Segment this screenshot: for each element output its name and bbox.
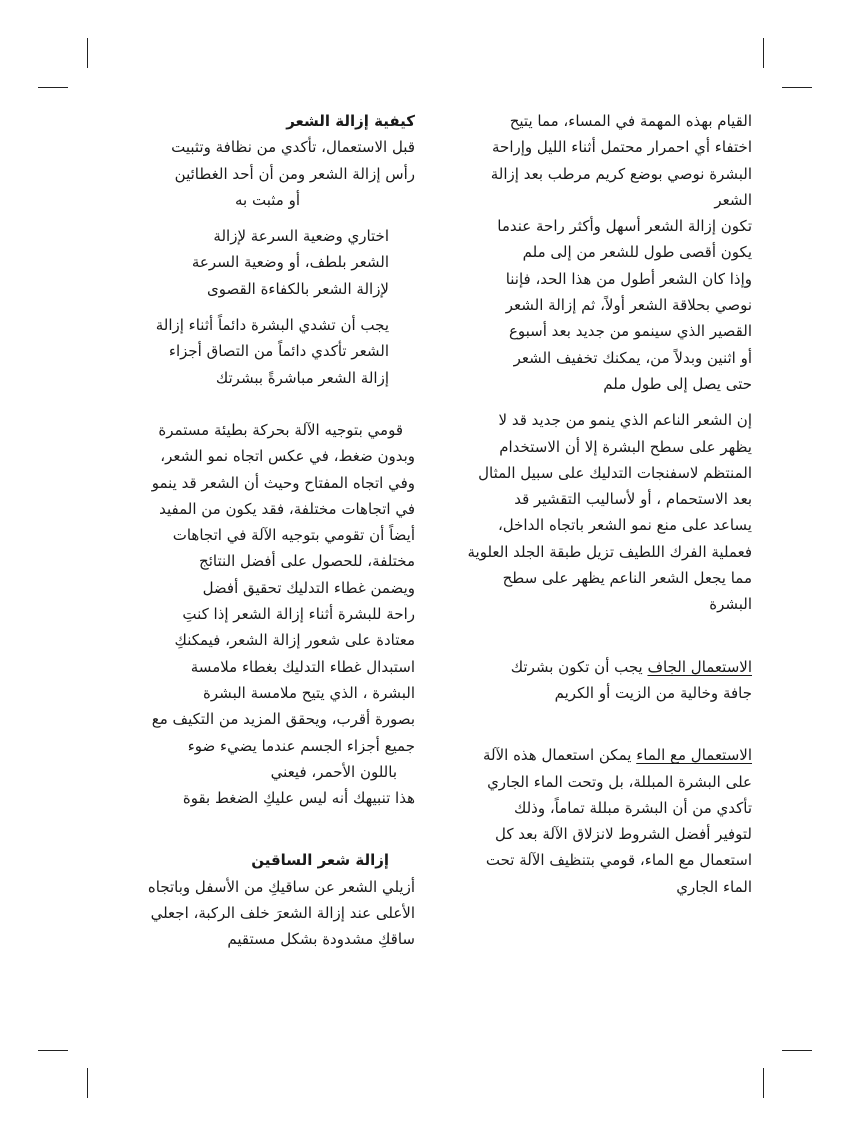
text-line: الأعلى عند إزالة الشعرَ خلف الركبة، اجعلي — [150, 904, 415, 923]
text-line — [432, 742, 752, 768]
text-line: لتوفير أفضل الشروط لانزلاق الآلة بعد كل — [495, 825, 752, 844]
paragraph-evening-use — [432, 108, 752, 213]
section-heading: كيفية إزالة الشعر — [286, 112, 415, 130]
text-line: البشرة — [709, 595, 752, 614]
text-line: أيضاً أن تقومي بتوجيه الآلة في اتجاهات — [172, 526, 415, 545]
text-line: المنتظم لاسفنجات التدليك على سبيل المثال — [478, 463, 752, 482]
text-line: القيام بهذه المهمة في المساء، مما يتيح — [509, 112, 752, 130]
text-line: البشرة نوصي بوضع كريم مرطب بعد إزالة — [490, 164, 752, 183]
text-line: يكون أقصى طول للشعر من إلى ملم — [522, 243, 752, 262]
text-line — [432, 654, 752, 680]
text-line: وإذا كان الشعر أطول من هذا الحد، فإننا — [505, 269, 752, 288]
wet-use-label: الاستعمال مع الماء — [636, 746, 752, 765]
text-line: حتى يصل إلى طول ملم — [603, 374, 752, 393]
paragraph-stretch-skin — [95, 312, 415, 391]
text-line: اختاري وضعية السرعة لإزالة — [213, 227, 389, 246]
text-line: ويضمن غطاء التدليك تحقيق أفضل — [202, 578, 415, 597]
right-column — [432, 108, 752, 900]
text-line: جافة وخالية من الزيت أو الكريم — [554, 683, 752, 702]
text-line: باللون الأحمر، فيعني — [270, 762, 397, 781]
text-line: رأس إزالة الشعر ومن أن أحد الغطائين — [174, 164, 415, 183]
text-span: يجب أن تكون بشرتك — [510, 657, 648, 676]
paragraph-wet-use — [432, 742, 752, 900]
crop-mark — [87, 1068, 88, 1098]
text-line: يظهر على سطح البشرة إلا أن الاستخدام — [499, 437, 752, 456]
text-line: وبدون ضغط، في عكس اتجاه نمو الشعر، — [160, 447, 415, 466]
text-line: فعملية الفرك اللطيف تزيل طبقة الجلد العلوية — [467, 542, 752, 561]
text-line: تأكدي من أن البشرة مبللة تماماً، وذلك — [513, 798, 752, 817]
section-heading: إزالة شعر الساقين — [251, 851, 389, 870]
text-line: القصير الذي سينمو من جديد بعد أسبوع — [508, 322, 752, 341]
crop-mark — [763, 38, 764, 68]
text-line: يجب أن تشدي البشرة دائماً أثناء إزالة — [155, 316, 389, 335]
text-line: يساعد على منع نمو الشعر باتجاه الداخل، — [497, 516, 752, 535]
paragraph-hair-length — [432, 213, 752, 397]
text-line: راحة للبشرة أثناء إزالة الشعر إذا كنتِ — [182, 605, 415, 624]
text-line: جميع أجزاء الجسم عندما يضيء ضوء — [187, 736, 415, 755]
text-line: أو اثنين وبدلاً من، يمكنك تخفيف الشعر — [513, 348, 752, 367]
text-line: قبل الاستعمال، تأكدي من نظافة وتثبيت — [171, 138, 415, 157]
section-legs — [95, 847, 415, 952]
text-line: ساقكِ مشدودة بشكل مستقيم — [227, 930, 415, 949]
paragraph-dry-use — [432, 654, 752, 707]
text-line: البشرة ، الذي يتيح ملامسة البشرة — [203, 683, 415, 702]
text-line: بعد الاستحمام ، أو لأساليب التقشير قد — [514, 490, 752, 509]
text-line: إن الشعر الناعم الذي ينمو من جديد قد لا — [498, 411, 752, 430]
text-line: الشعر تأكدي دائماً من التصاق أجزاء — [168, 342, 389, 361]
text-line: أو مثبت به — [235, 190, 300, 209]
text-line: الشعر بلطف، أو وضعية السرعة — [191, 253, 389, 272]
crop-mark — [763, 1068, 764, 1098]
text-line: الشعر — [714, 190, 752, 209]
text-line: بصورة أقرب، ويحقق المزيد من التكيف مع — [151, 710, 415, 729]
text-line: استعمال مع الماء، قومي بتنظيف الآلة تحت — [485, 851, 752, 870]
text-line: إزالة الشعر مباشرةً ببشرتك — [215, 368, 389, 387]
crop-mark — [38, 1050, 68, 1051]
section-how-to-epilate — [95, 108, 415, 213]
crop-mark — [782, 87, 812, 88]
text-line: في اتجاهات مختلفة، فقد يكون من المفيد — [159, 499, 415, 518]
text-line: معتادة على شعور إزالة الشعر، فيمكنكِ — [174, 631, 415, 650]
text-span: يمكن استعمال هذه الآلة — [482, 746, 637, 765]
text-line: مختلفة، للحصول على أفضل النتائج — [199, 552, 415, 571]
text-line: وفي اتجاه المفتاح وحيث أن الشعر قد ينمو — [151, 473, 415, 492]
text-line: الماء الجاري — [676, 877, 752, 896]
text-line: على البشرة المبللة، بل وتحت الماء الجاري — [487, 772, 752, 791]
text-line: استبدال غطاء التدليك بغطاء ملامسة — [190, 657, 415, 676]
paragraph-ingrown-hair — [432, 407, 752, 617]
crop-mark — [782, 1050, 812, 1051]
crop-mark — [87, 38, 88, 68]
text-line: مما يجعل الشعر الناعم يظهر على سطح — [502, 569, 752, 588]
text-line: هذا تنبيهك أنه ليس عليكِ الضغط بقوة — [182, 789, 415, 808]
text-line: لإزالة الشعر بالكفاءة القصوى — [206, 279, 389, 298]
left-column — [95, 108, 415, 953]
paragraph-speed-settings — [95, 223, 415, 302]
text-line: نوصي بحلاقة الشعر أولاً، ثم إزالة الشعر — [505, 296, 752, 315]
text-line: اختفاء أي احمرار محتمل أثناء الليل وإراحة — [492, 138, 752, 157]
dry-use-label: الاستعمال الجاف — [647, 657, 752, 676]
text-line: قومي بتوجيه الآلة بحركة بطيئة مستمرة — [158, 420, 403, 439]
text-line: تكون إزالة الشعر أسهل وأكثر راحة عندما — [497, 217, 752, 236]
text-line: أزيلي الشعر عن ساقيكِ من الأسفل وباتجاه — [147, 877, 415, 896]
crop-mark — [38, 87, 68, 88]
paragraph-guide-appliance — [95, 417, 415, 811]
